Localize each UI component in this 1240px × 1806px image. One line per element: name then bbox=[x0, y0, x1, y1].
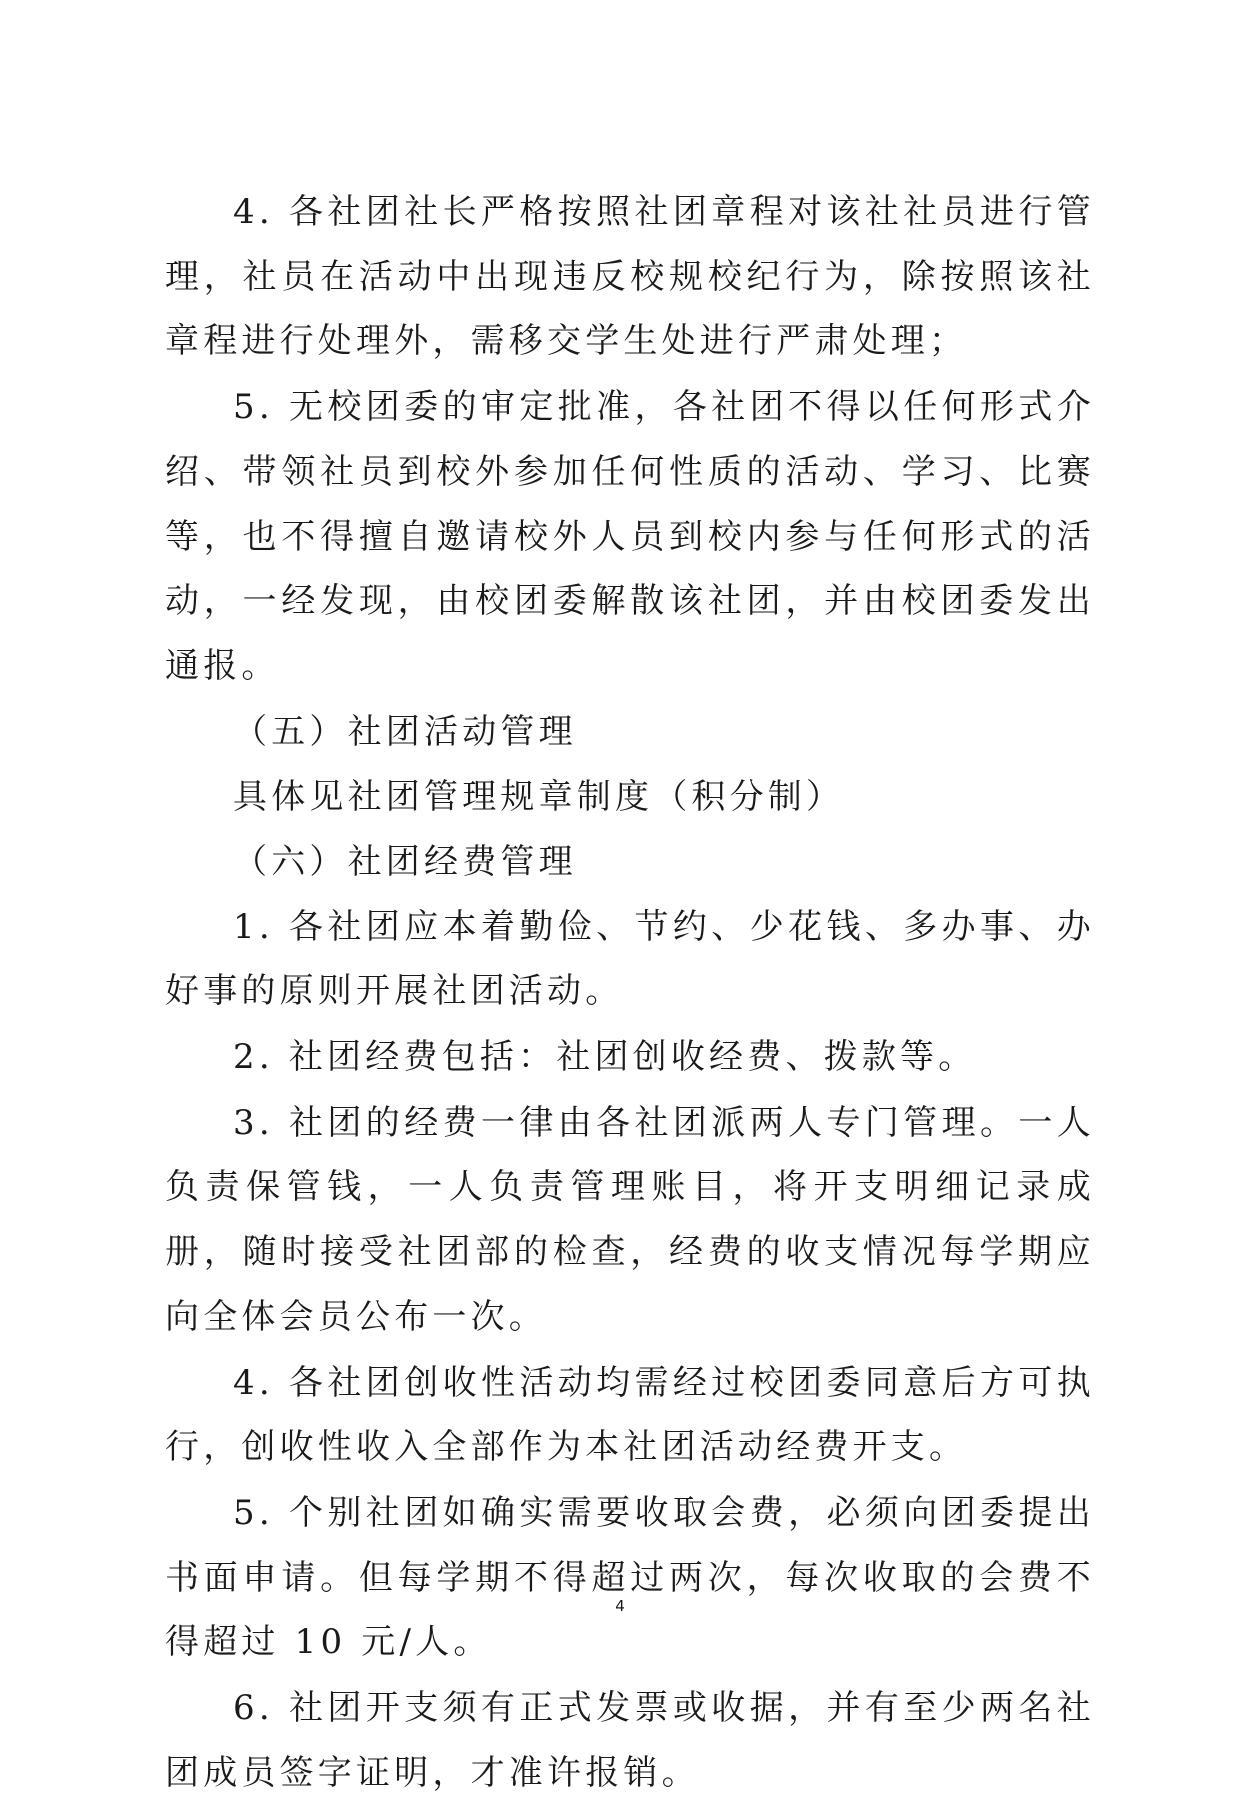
paragraph-club-leader-management: 4. 各社团社长严格按照社团章程对该社社员进行管理，社员在活动中出现违反校规校纪行为，除按照该社章程进行处理外，需移交学生处进行严肃处理； bbox=[165, 192, 1095, 362]
paragraph-frugality-principle: 1. 各社团应本着勤俭、节约、少花钱、多办事、办好事的原则开展社团活动。 bbox=[165, 906, 1095, 1012]
page-number: 4 bbox=[615, 1597, 625, 1615]
document-body bbox=[165, 180, 1095, 1806]
paragraph-funds-custody: 3. 社团的经费一律由各社团派两人专门管理。一人负责保管钱，一人负责管理账目，将开支明细记录成册，随时接受社团部的检查，经费的收支情况每学期应向全体会员公布一次。 bbox=[165, 1102, 1095, 1337]
paragraph-external-activities-rule: 5. 无校团委的审定批准，各社团不得以任何形式介绍、带领社员到校外参加任何性质的活动、学习、比赛等，也不得擅自邀请校外人员到校内参与任何形式的活动，一经发现，由校团委解散该社团，并由校团委发出通报。 bbox=[165, 387, 1095, 686]
paragraph-funding-sources: 2. 社团经费包括：社团创收经费、拨款等。 bbox=[233, 1037, 977, 1078]
paragraph-income-activities: 4. 各社团创收性活动均需经过校团委同意后方可执行，创收性收入全部作为本社团活动经费开支。 bbox=[165, 1362, 1095, 1468]
section-heading-activity-management: （五）社团活动管理 bbox=[233, 711, 577, 752]
paragraph-membership-fees: 5. 个别社团如确实需要收取会费，必须向团委提出书面申请。但每学期不得超过两次，每次收取的会费不得超过 10 元/人。 bbox=[165, 1492, 1095, 1663]
section-heading-funding-management: （六）社团经费管理 bbox=[233, 841, 577, 882]
paragraph-activity-rules-reference: 具体见社团管理规章制度（积分制） bbox=[233, 776, 845, 817]
paragraph-reimbursement: 6. 社团开支须有正式发票或收据，并有至少两名社团成员签字证明，才准许报销。 bbox=[165, 1688, 1095, 1793]
